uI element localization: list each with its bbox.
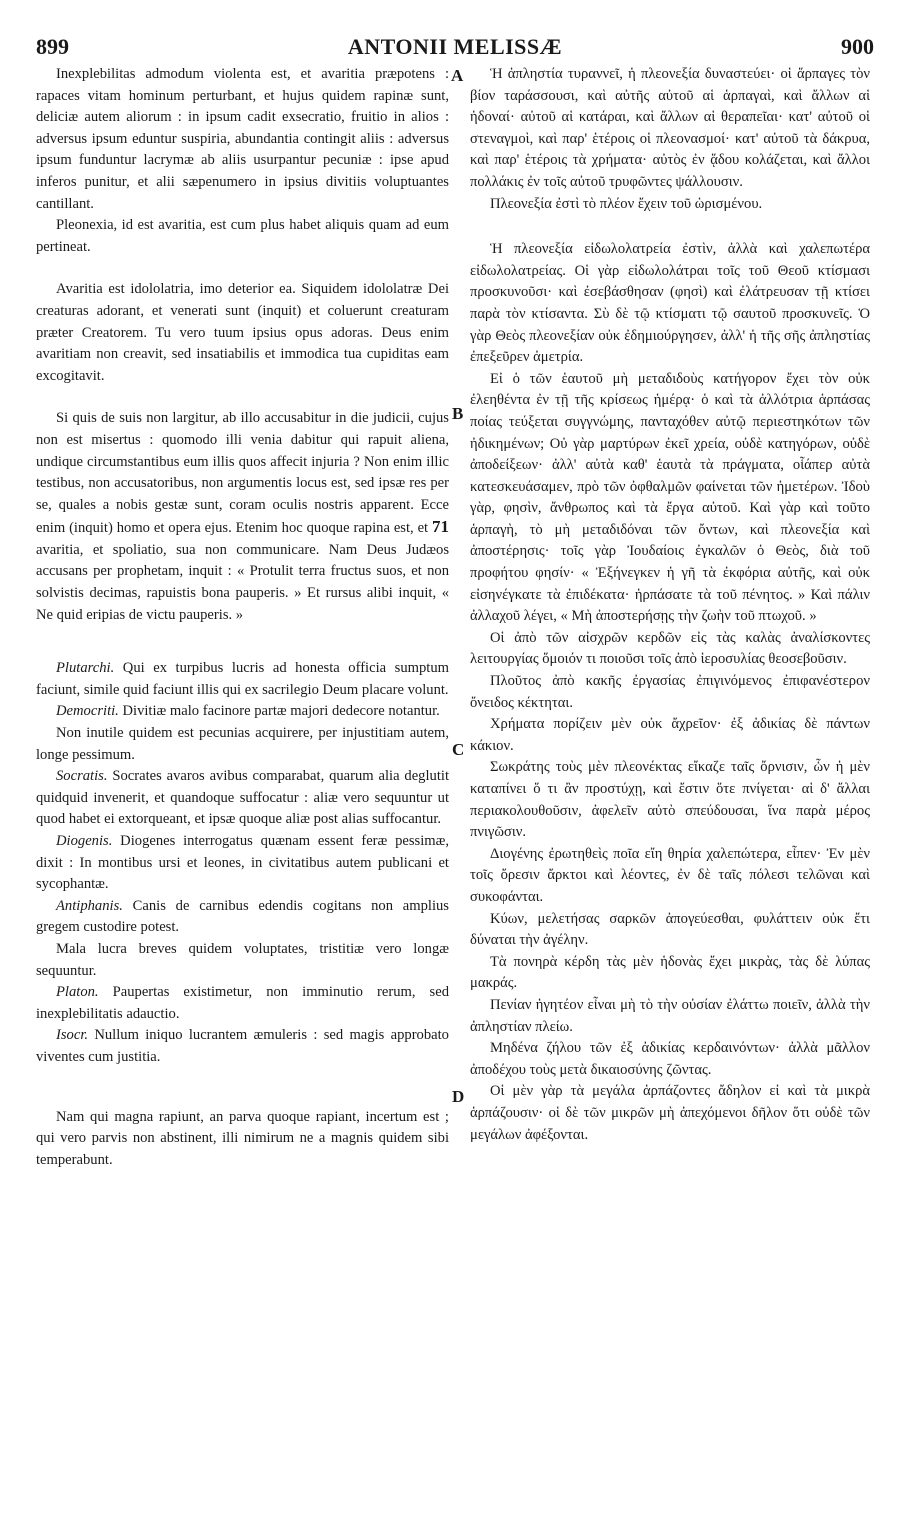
latin-text: Qui ex turpibus lucris ad honesta officia sumptum faciunt, simile quid faciunt illis qui ex sacrilegio Deum placare volunt. [36,660,449,698]
greek-paragraph: Πενίαν ἡγητέον εἶναι μὴ τὸ τὴν οὐσίαν ἐλάττω ποιεῖν, ἀλλὰ τὴν ἀπληστίαν πλείω. [470,996,870,1035]
latin-paragraph [36,831,449,896]
latin-paragraph [36,658,449,701]
greek-paragraph: Πλοῦτος ἀπὸ κακῆς ἐργασίας ἐπιγινόμενος ἐπιφανέστερον ὄνειδος κέκτηται. [470,673,870,711]
latin-paragraph: Nam qui magna rapiunt, an parva quoque rapiant, incertum est ; qui vero parvis non abstinent, illi nimirum ne a magnis quidem sibi temperabunt. [36,1108,449,1168]
latin-column [36,64,449,1171]
page-number-right: 900 [841,34,874,59]
greek-paragraph: Ἡ ἀπληστία τυραννεῖ, ἡ πλεονεξία δυναστεύει· οἱ ἅρπαγες τὸν βίον ταράσσουσι, καὶ αὐτῆς αὐτοῦ αἱ ἁρπαγαὶ, καὶ ἄλλων αἱ ἡδοναί· αὐτοῦ αἱ κατάραι, καὶ ἄλλων αἱ θεραπεῖαι· κατ' αὐτοῦ οἱ στεναγμοὶ, καὶ παρ' ἑτέροις οἱ πλεονασμοί· κατ' αὐτοῦ τὰ δάκρυα, καὶ παρ' ἑτέροις τὰ χρήματα· αὐτὸς ἐν ᾅδου κολάζεται, καὶ ἄλλοι πολλάκις ἐν τοῖς αὐτοῦ τρυφῶντες ψάλλουσιν. [470,66,870,190]
greek-paragraph: Κύων, μελετήσας σαρκῶν ἀπογεύεσθαι, φυλάττειν οὐκ ἔτι δύναται τὴν ἀγέλην. [470,910,870,949]
latin-paragraph [36,896,449,939]
folio-number: 71 [432,517,449,537]
section-marker-a: A [451,66,464,85]
page-header [36,34,874,64]
latin-paragraph: Non inutile quidem est pecunias acquirere, per injustitiam autem, longe pessimum. [36,725,449,763]
latin-paragraph: Avaritia est idololatria, imo deterior ea. Siquidem idololatræ Dei creaturas adorant, et venerati sunt (inquit) et coluerunt creaturam præter Creatorem. Tu vero tuum ipsius opus adoras. Deus enim avaritiam non creavit, sed insatiabilis et immodica tua cupiditas eam excogitavit. [36,281,449,384]
latin-text: Socrates avaros avibus comparabat, quarum alia deglutit quidquid invenerit, et quandoque suffocatur : aliæ vero sequuntur ut quod habet ei extorqueant, et ipsæ quoque aliæ post alias suffocantur. [36,768,449,828]
section-marker-c: C [452,740,465,759]
source-name: Isocr. [56,1027,89,1044]
greek-paragraph: Τὰ πονηρὰ κέρδη τὰς μὲν ἡδονὰς ἔχει μικρὰς, τὰς δὲ λύπας μακράς. [470,953,870,992]
section-marker-b: B [452,404,464,423]
page-number-left: 899 [36,34,69,59]
latin-text: Diogenes interrogatus quænam essent feræ pessimæ, dixit : In montibus ursi et leones, in civitatibus autem publicani et sycophantæ. [36,833,449,893]
latin-text: Divitiæ malo facinore partæ majori dedecore notantur. [122,703,440,720]
greek-paragraph: Εἰ ὁ τῶν ἑαυτοῦ μὴ μεταδιδοὺς κατήγορον ἔχει τὸν οὐκ ἐλεηθέντα ἐν τῇ τῆς κρίσεως ἡμέρᾳ· ὁ καὶ τὰ ἀλλότρια ἁρπάσας ποίας τεύξεται συγγνώμης, πανταχόθεν αὐτῷ περιεστηκότων τῶν ἠδικημένων; Οὐ γὰρ μαρτύρων ἐκεῖ χρεία, οὐδὲ κατηγόρων, οὐδὲ ἀποδείξεων· ἀλλ' αὐτὰ καθ' ἑαυτὰ τὰ πράγματα, οἷάπερ αὐτὰ κατεσκευάσαμεν, πρὸ τῶν ὀφθαλμῶν φαίνεται τῶν ἡμετέρων. Ἰδοὺ γὰρ, φησὶν, ἄνθρωπος καὶ τὰ ἔργα αὐτοῦ. Καὶ γὰρ καὶ τοῦτο ἁρπαγὴ, τὸ μὴ μεταδιδόναι τῶν ὄντων, καὶ πλεονεξία καὶ ἀποστέρησις· τοῖς γὰρ Ἰουδαίοις ἐγκαλῶν ὁ Θεὸς, διὰ τοῦ προφήτου φησίν· « Ἐξήνεγκεν ἡ γῆ τὰ ἐκφόρια αὐτῆς, καὶ οὐκ εἰσηνέγκατε τὰ ἐπιδέκατα· ἡρπάσατε τὰ τοῦ πένητος. » Καὶ πάλιν ἀλλαχοῦ λέγει, « Μὴ ἀποστερήσῃς τὴν ζωὴν τοῦ πτωχοῦ. » [470,370,870,625]
source-name: Antiphanis. [56,897,123,914]
latin-text: avaritia, et spoliatio, sua non communicare. Nam Deus Judæos accusans per prophetam, inquit : « Protulit terra fructus suos, et non solvistis decimas, rapuistis bona pauperis. » Et rursus alibi inquit, « Ne quid eripias de victu pauperis. » [36,541,449,623]
greek-paragraph: Διογένης ἐρωτηθεὶς ποῖα εἴη θηρία χαλεπώτερα, εἶπεν· Ἐν μὲν τοῖς ὄρεσιν ἄρκτοι καὶ λέοντες, ἐν δὲ ταῖς πόλεσι τελῶναι καὶ συκοφάνται. [470,845,870,905]
latin-text: Paupertas existimetur, non imminutio rerum, sed inexplebilitatis adauctio. [36,984,449,1022]
latin-paragraph: Inexplebilitas admodum violenta est, et avaritia præpotens : rapaces vitam hominum perturbant, et hujus quidem rapinæ sunt, deliciæ autem aliorum : in ipsum cadit exsecratio, fruitio in alios : adversus ipsum eduntur suspiria, abundantia contingit aliis : adversus ipsum funduntur lacrymæ ab aliis usurpantur pecuniæ : ipse apud inferos punitur, et alii sæpenumero in ipsius divitiis voluptuantes cantillant. [36,66,449,212]
latin-paragraph [36,982,449,1025]
latin-paragraph [36,408,449,626]
source-name: Diogenis. [56,833,113,849]
greek-paragraph: Χρήματα πορίζειν μὲν οὐκ ἄχρεῖον· ἐξ ἀδικίας δὲ πάντων κάκιον. [470,716,870,754]
greek-paragraph: Οἱ μὲν γὰρ τὰ μεγάλα ἁρπάζοντες ἄδηλον εἰ καὶ τὰ μικρὰ ἁρπάζουσιν· οἱ δὲ τῶν μικρῶν μὴ ἀπεχόμενοι δῆλον ὅτι οὐδὲ τῶν μεγάλων ἀφέξονται. [470,1083,870,1143]
latin-paragraph [36,1025,449,1068]
latin-paragraph [36,766,449,831]
greek-paragraph: Μηδένα ζήλου τῶν ἐξ ἀδικίας κερδαινόντων· ἀλλὰ μᾶλλον ἀποδέχου τοὺς μετὰ δικαιοσύνης ζῶντας. [470,1040,870,1078]
latin-text: Nullum iniquo lucrantem æmuleris : sed magis approbato viventes cum justitia. [36,1027,449,1065]
latin-paragraph [36,701,449,723]
latin-paragraph: Mala lucra breves quidem voluptates, tristitiæ vero longæ sequuntur. [36,940,449,979]
greek-column [470,64,870,1146]
source-name: Plutarchi. [56,660,115,677]
greek-paragraph: Σωκράτης τοὺς μὲν πλεονέκτας εἴκαζε ταῖς ὄρνισιν, ὧν ἡ μὲν καταπίνει ὅ τι ἂν προστύχῃ, καὶ ἔστιν ὅτε πνίγεται· αἱ δ' ἄλλαι περιακολουθοῦσιν, ἀφελεῖν αὐτὸ σπεύδουσαι, ἵνα παρὰ μέρος πνιγῶσιν. [470,759,870,841]
source-name: Socratis. [56,768,108,785]
latin-paragraph: Pleonexia, id est avaritia, est cum plus habet aliquis quam ad eum pertineat. [36,217,449,255]
source-name: Democriti. [56,703,119,720]
greek-paragraph: Πλεονεξία ἐστὶ τὸ πλέον ἔχειν τοῦ ὡρισμένου. [490,195,763,212]
latin-text: Canis de carnibus edendis cogitans non amplius gregem custodire potest. [36,897,449,936]
section-marker-d: D [452,1087,465,1106]
latin-text: Si quis de suis non largitur, ab illo accusabitur in die judicii, cujus non est misertus : quomodo illi venia dabitur qui rapuit aliena, undique circumstantibus eum illis quos affecit injuria ? Non enim illic testibus, non accusatoribus, non argumentis locus est, sed ipsæ res per se, quales a nobis gestæ sunt, coram oculis nostris apparent. Ecce enim (inquit) homo et opera ejus. Etenim hoc quoque rapina est, et [36,410,449,537]
greek-paragraph: Οἱ ἀπὸ τῶν αἰσχρῶν κερδῶν εἰς τὰς καλὰς ἀναλίσκοντες λειτουργίας ὅμοιόν τι ποιοῦσι τοῖς ἀπὸ ἱεροσυλίας θεοσεβοῦσιν. [470,629,870,668]
running-title: ANTONII MELISSÆ [347,34,563,59]
source-name: Platon. [56,984,99,1001]
greek-paragraph: Ἡ πλεονεξία εἰδωλολατρεία ἐστὶν, ἀλλὰ καὶ χαλεπωτέρα εἰδωλολατρείας. Οἱ γὰρ εἰδωλολάτραι τοῖς τοῦ Θεοῦ κτίσμασι προσκυνοῦσι· καὶ ἐσεβάσθησαν (φησὶ) καὶ ἐλάτρευσαν τῇ κτίσει παρὰ τὸν κτίσαντα. Σὺ δὲ τῷ κτίσματι τῷ σαυτοῦ προσκυνεῖς. Ὁ γὰρ Θεὸς πλεονεξίαν οὐκ ἐδημιούργησεν, ἀλλ' ἡ τῆς σῆς ἀπληστίας ἐπεξεῦρεν ἀμετρία. [470,241,870,366]
